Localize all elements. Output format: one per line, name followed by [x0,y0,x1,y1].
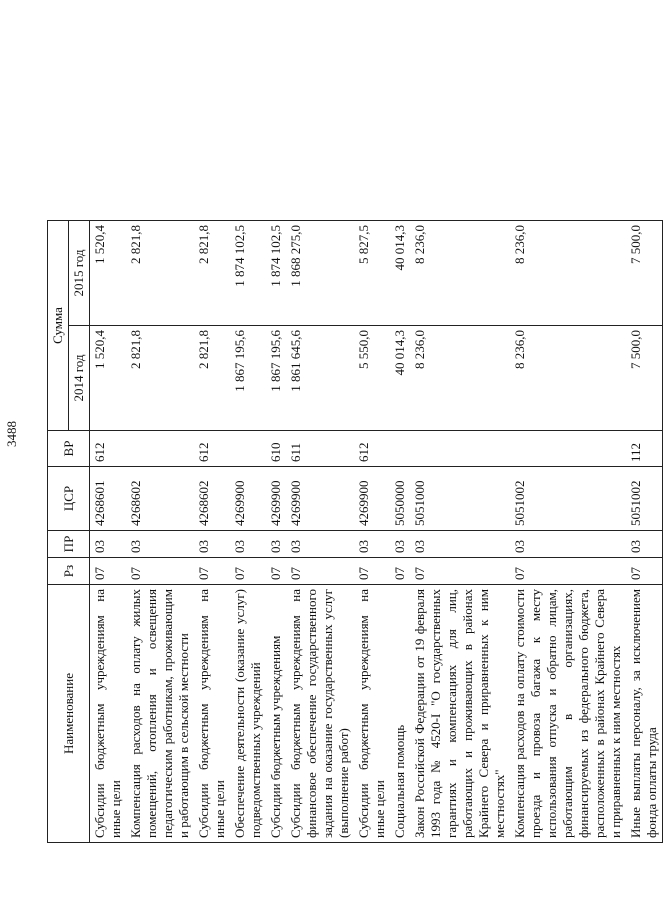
row-2015: 2 821,8 [194,221,230,326]
row-2015: 1 520,4 [90,221,127,326]
table-row [354,221,390,843]
row-pr: 03 [510,531,626,558]
row-rz: 07 [410,558,510,585]
row-2014: 8 236,0 [510,326,626,431]
row-csr: 5051000 [410,467,510,531]
row-vr [510,431,626,467]
table-row [626,221,663,843]
row-vr [390,431,410,467]
row-vr [126,431,194,467]
row-name: Иные выплаты персоналу, за исключением фонда оплаты труда [626,585,663,843]
table-row [410,221,510,843]
row-2015: 1 874 102,5 [266,221,286,326]
row-pr: 03 [390,531,410,558]
row-2014: 1 867 195,6 [266,326,286,431]
table-row [230,221,266,843]
row-pr: 03 [626,531,663,558]
row-pr: 03 [126,531,194,558]
row-pr: 03 [410,531,510,558]
row-csr: 4269900 [266,467,286,531]
row-2014: 1 520,4 [90,326,127,431]
row-pr: 03 [194,531,230,558]
row-rz: 07 [90,558,127,585]
header-sum: Сумма [48,221,69,431]
row-2015: 2 821,8 [126,221,194,326]
row-vr [410,431,510,467]
table-row [90,221,127,843]
table-row [390,221,410,843]
row-2015: 1 868 275,0 [286,221,354,326]
row-name: Закон Российской Федерации от 19 февраля 1993 года № 4520-I "О государственных гарантиях и компенсациях для лиц, работающих и проживающих в районах Крайнего Севера и приравненных к ним местностях" [410,585,510,843]
row-2015: 1 874 102,5 [230,221,266,326]
row-rz: 07 [230,558,266,585]
row-name: Обеспечение деятельности (оказание услуг) подведомственных учреждений [230,585,266,843]
row-pr: 03 [354,531,390,558]
row-csr: 4269900 [286,467,354,531]
row-vr: 612 [354,431,390,467]
row-rz: 07 [286,558,354,585]
row-csr: 4268602 [194,467,230,531]
row-vr: 612 [194,431,230,467]
row-rz: 07 [354,558,390,585]
row-2014: 5 550,0 [354,326,390,431]
row-2015: 8 236,0 [410,221,510,326]
page-number: 3488 [4,421,19,447]
row-pr: 03 [266,531,286,558]
header-rz: Рз [48,558,90,585]
row-name: Компенсация расходов на оплату жилых помещений, отопления и освещения педагогическим работникам, проживающим и работающим в сельской местности [126,585,194,843]
row-vr: 610 [266,431,286,467]
row-name: Субсидии бюджетным учреждениям на иные цели [194,585,230,843]
row-name: Социальная помощь [390,585,410,843]
header-csr: ЦСР [48,467,90,531]
table-row [126,221,194,843]
row-2015: 40 014,3 [390,221,410,326]
row-2014: 1 861 645,6 [286,326,354,431]
row-csr: 4269900 [354,467,390,531]
row-2015: 7 500,0 [626,221,663,326]
budget-table [47,220,663,843]
row-2014: 40 014,3 [390,326,410,431]
row-rz: 07 [126,558,194,585]
row-vr: 612 [90,431,127,467]
row-csr: 5050000 [390,467,410,531]
row-rz: 07 [626,558,663,585]
row-csr: 4269900 [230,467,266,531]
row-name: Субсидии бюджетным учреждениям [266,585,286,843]
row-vr: 611 [286,431,354,467]
table-row [510,221,626,843]
header-2015: 2015 год [69,221,90,326]
row-pr: 03 [230,531,266,558]
header-pr: ПР [48,531,90,558]
row-2014: 2 821,8 [194,326,230,431]
row-2014: 1 867 195,6 [230,326,266,431]
row-name: Субсидии бюджетным учреждениям на финансовое обеспечение государственного задания на оказание государственных услуг (выполнение работ) [286,585,354,843]
table-row [194,221,230,843]
row-pr: 03 [286,531,354,558]
row-csr: 5051002 [626,467,663,531]
row-name: Субсидии бюджетным учреждениям на иные цели [90,585,127,843]
row-pr: 03 [90,531,127,558]
header-2014: 2014 год [69,326,90,431]
row-2014: 8 236,0 [410,326,510,431]
row-rz: 07 [266,558,286,585]
row-2015: 8 236,0 [510,221,626,326]
table-row [266,221,286,843]
row-csr: 5051002 [510,467,626,531]
row-rz: 07 [510,558,626,585]
header-name: Наименование [48,585,90,843]
row-name: Компенсация расходов на оплату стоимости проезда и провоза багажа к месту использования отпуска и обратно лицам, работающим в организациях, финансируемых из федерального бюджета, расположенных в районах Крайнего Севера и приравненных к ним местностях [510,585,626,843]
header-vr: ВР [48,431,90,467]
row-name: Субсидии бюджетным учреждениям на иные цели [354,585,390,843]
row-2015: 5 827,5 [354,221,390,326]
row-vr [230,431,266,467]
row-rz: 07 [390,558,410,585]
row-vr: 112 [626,431,663,467]
row-2014: 2 821,8 [126,326,194,431]
table-row [286,221,354,843]
row-rz: 07 [194,558,230,585]
row-2014: 7 500,0 [626,326,663,431]
row-csr: 4268601 [90,467,127,531]
row-csr: 4268602 [126,467,194,531]
